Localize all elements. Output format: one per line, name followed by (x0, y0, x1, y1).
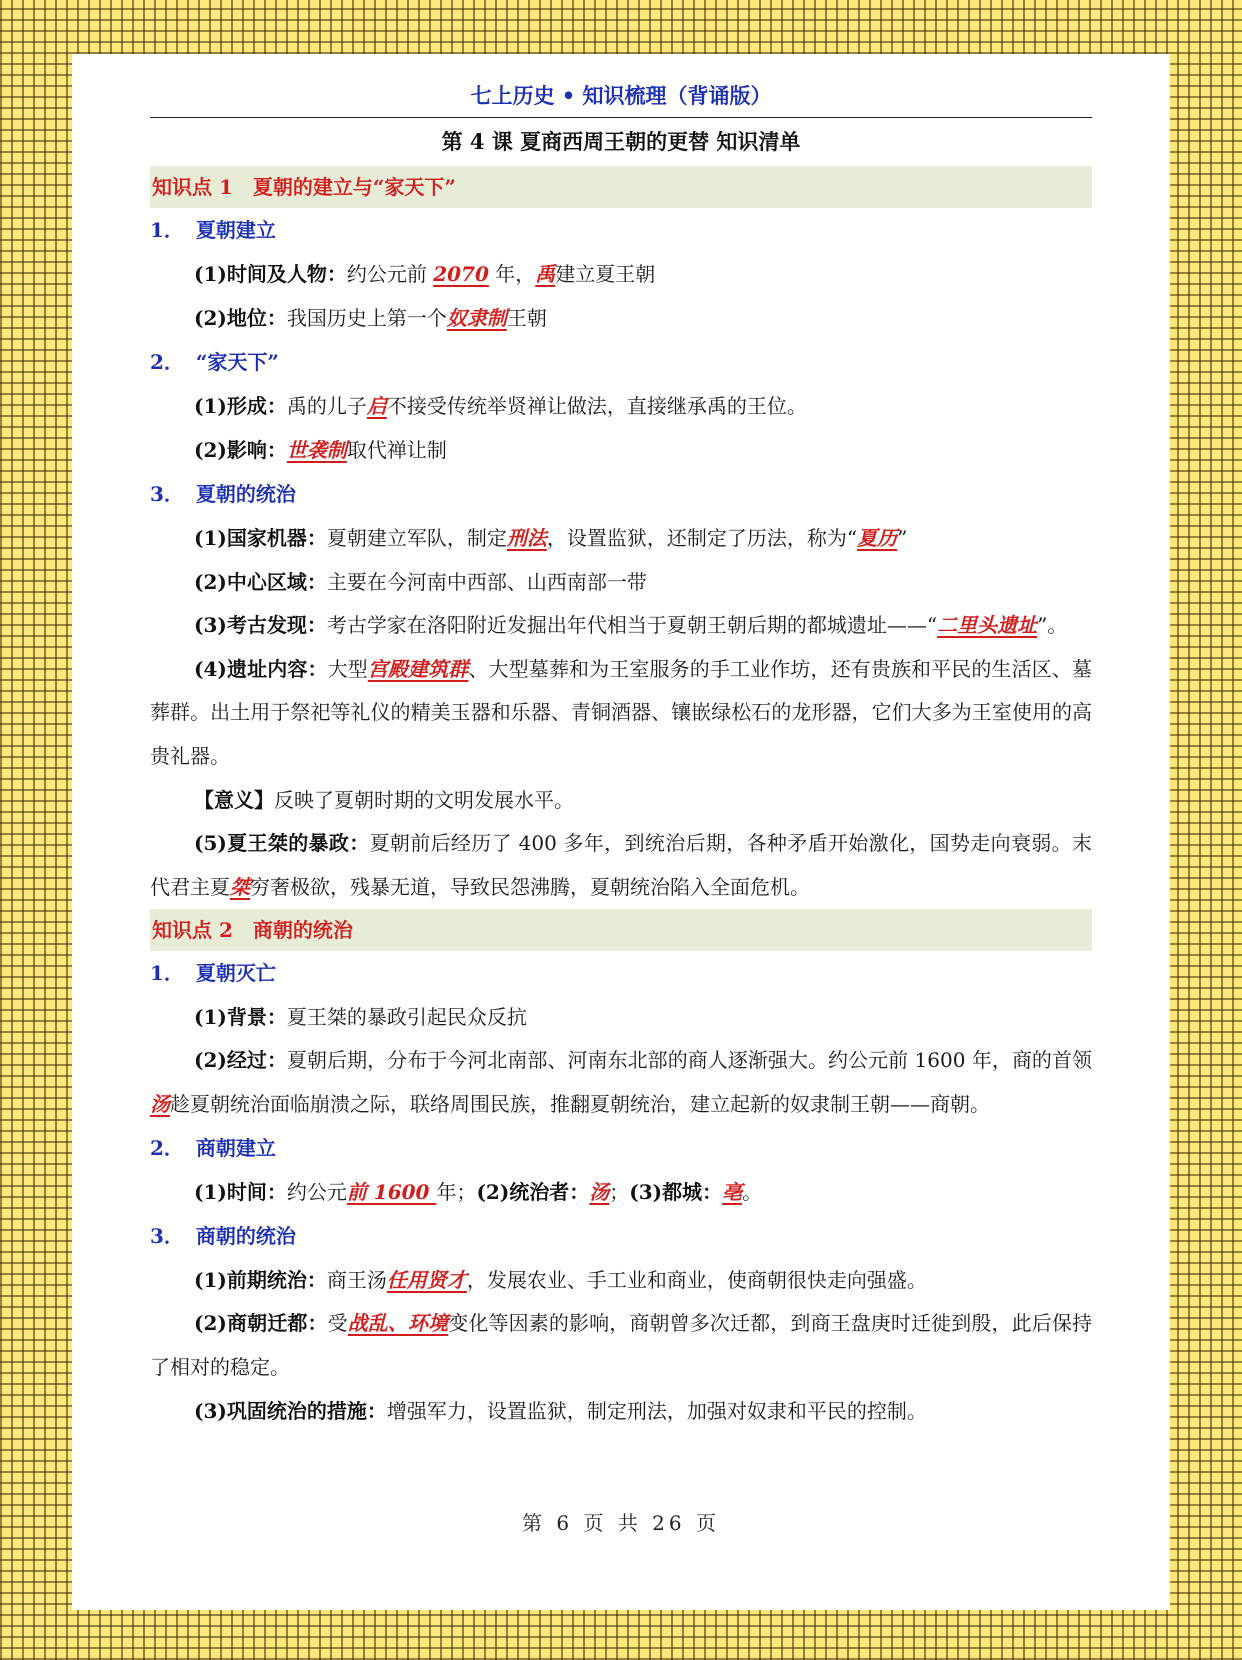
page-number-footer: 第 6 页 共 26 页 (522, 1511, 720, 1535)
text-line: (1)前期统治：商王汤任用贤才，发展农业、手工业和商业，使商朝很快走向强盛。 (194, 1268, 927, 1292)
text-line: (1)时间：约公元前 1600 年；(2)统治者：汤；(3)都城：亳。 (194, 1180, 763, 1204)
answer-blank: 前 1600 (346, 1180, 437, 1204)
text-paragraph: (2)经过：夏朝后期，分布于今河北南部、河南东北部的商人逐渐强大。约公元前 1600 年，商的首领汤趁夏朝统治面临崩溃之际，联络周围民族，推翻夏朝统治，建立起新的奴隶制王朝——商朝。 (150, 1048, 1092, 1116)
answer-blank: 世袭制 (286, 438, 347, 462)
section-heading: 3． 商朝的统治 (150, 1224, 296, 1248)
answer-blank: 夏历 (857, 526, 898, 550)
answer-blank: 汤 (150, 1091, 170, 1116)
section-heading: 2． 商朝建立 (150, 1136, 276, 1160)
text-line: (1)时间及人物：约公元前 2070 年，禹建立夏王朝 (194, 262, 656, 286)
text-paragraph: (2)商朝迁都：受战乱、环境变化等因素的影响，商朝曾多次迁都，到商王盘庚时迁徙到殷，此后保持了相对的稳定。 (150, 1311, 1093, 1379)
document-header-title: 七上历史 • 知识梳理（背诵版） (470, 83, 772, 108)
answer-blank: 桀 (230, 874, 250, 899)
kp2-number: 知识点 2 (152, 918, 233, 942)
answer-blank: 奴隶制 (446, 306, 507, 330)
text-line: (2)中心区域：主要在今河南中西部、山西南部一带 (194, 570, 647, 594)
text-line: (1)背景：夏王桀的暴政引起民众反抗 (194, 1005, 527, 1029)
answer-blank: 启 (366, 394, 387, 418)
answer-blank: 刑法 (506, 526, 547, 550)
lesson-title: 第 4 课 夏商西周王朝的更替 知识清单 (441, 129, 801, 154)
document-page (72, 54, 1170, 1610)
text-paragraph: (5)夏王桀的暴政：夏朝前后经历了 400 多年，到统治后期，各种矛盾开始激化，国势走向衰弱。末代君主夏桀穷奢极欲，残暴无道，导致民怨沸腾，夏朝统治陷入全面危机。 (150, 831, 1092, 899)
kp1-number: 知识点 1 (152, 175, 233, 199)
text-line: 【意义】反映了夏朝时期的文明发展水平。 (194, 788, 574, 812)
text-line: (2)影响：世袭制取代禅让制 (194, 438, 447, 462)
knowledge-point-1-bar (150, 166, 1092, 208)
section-heading: 1． 夏朝灭亡 (150, 961, 276, 985)
answer-blank: 禹 (535, 262, 556, 286)
text-line: (3)巩固统治的措施：增强军力，设置监狱，制定刑法，加强对奴隶和平民的控制。 (194, 1399, 927, 1423)
answer-blank: 2070 (433, 262, 489, 286)
answer-blank: 战乱、环境 (347, 1311, 449, 1335)
kp1-title: 夏朝的建立与“家天下” (252, 175, 456, 199)
section-heading: 1． 夏朝建立 (150, 218, 276, 242)
text-line: (1)国家机器：夏朝建立军队，制定刑法，设置监狱，还制定了历法，称为“夏历” (194, 526, 908, 550)
answer-blank: 二里头遗址 (937, 613, 1038, 637)
text-line: (2)地位：我国历史上第一个奴隶制王朝 (194, 306, 547, 330)
knowledge-point-2-bar (150, 909, 1092, 951)
section-heading: 3． 夏朝的统治 (150, 482, 296, 506)
text-paragraph: (4)遗址内容：大型宫殿建筑群、大型墓葬和为王室服务的手工业作坊，还有贵族和平民的生活区、墓葬群。出土用于祭祀等礼仪的精美玉器和乐器、青铜酒器、镶嵌绿松石的龙形器，它们大多为王室使用的高贵礼器。 (150, 656, 1093, 768)
answer-blank: 汤 (589, 1180, 610, 1204)
section-heading: 2． “家天下” (150, 350, 279, 374)
kp2-title: 商朝的统治 (252, 918, 353, 942)
answer-blank: 亳 (722, 1180, 743, 1204)
answer-blank: 宫殿建筑群 (367, 656, 469, 681)
answer-blank: 任用贤才 (386, 1268, 467, 1292)
text-line: (1)形成：禹的儿子启不接受传统举贤禅让做法，直接继承禹的王位。 (194, 394, 807, 418)
text-paragraph: (3)考古发现：考古学家在洛阳附近发掘出年代相当于夏朝王朝后期的都城遗址——“二里头遗址”。 (194, 613, 1068, 637)
